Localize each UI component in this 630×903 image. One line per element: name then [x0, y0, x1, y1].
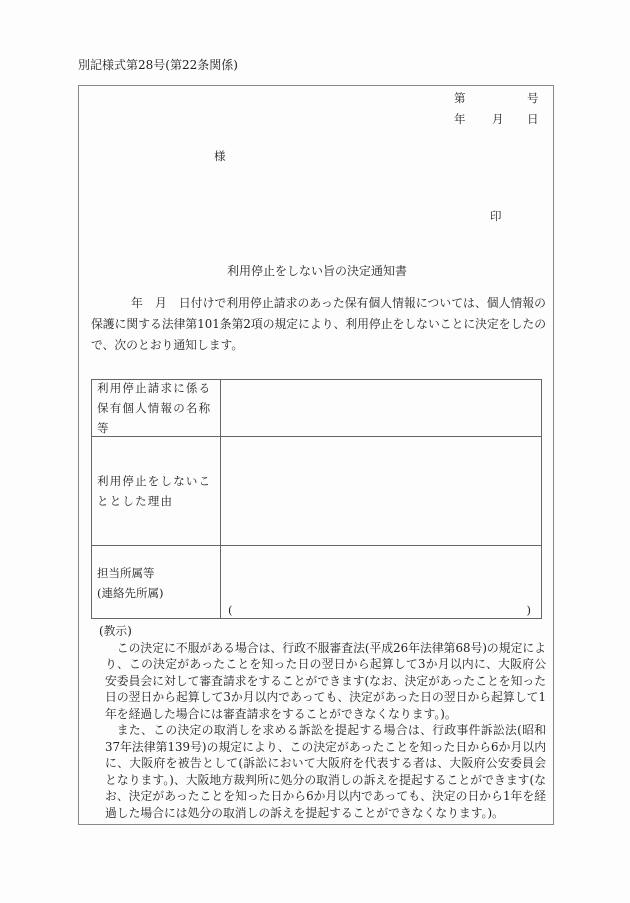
year-label: 年 [454, 112, 466, 126]
notice-heading: (教示) [99, 624, 132, 638]
notice-paragraph-1: この決定に不服がある場合は、行政不服審査法(平成26年法律第68号)の規定により、この決定があったことを知った日の翌日から起算して3か月以内に、大阪府公安委員会に対して審査請求をすることができます(なお、決定があったことを知った日の翌日から起算して3か月以内であっても、決定があった日の翌日から起算して1年を経過した場合には審査請求をすることができなくなります。)。 [105, 640, 546, 721]
date-year: 年 [131, 296, 143, 310]
notice-paragraph-2: また、この決定の取消しを求める訴訟を提起する場合は、行政事件訴訟法(昭和37年法律第139号)の規定により、この決定があったことを知った日から6か月以内に、大阪府を被告として(訴訟において大阪府を代表する者は、大阪府公安委員会となります。)、大阪地方裁判所に処分の取消しの訴えを提起することができます(なお、決定があったことを知った日から6か月以内であっても、決定の日から1年を経過した場合には処分の取消しの訴えを提起することができなくなります。)。 [105, 723, 546, 820]
row-label: 利用停止請求に係る保有個人情報の名称等 [92, 380, 221, 436]
seal-mark: 印 [490, 209, 502, 223]
number-prefix: 第 [454, 91, 466, 105]
row-label: 担当所属等 (連絡先所属) [92, 546, 221, 619]
row-label: 利用停止をしないこととした理由 [92, 437, 221, 545]
instruction-notice [91, 623, 546, 821]
table-row [92, 380, 541, 437]
date-month: 月 [154, 296, 167, 310]
day-label: 日 [527, 112, 539, 126]
addressee-suffix: 様 [214, 149, 226, 163]
row-value-field[interactable] [221, 437, 541, 545]
paren-close: ) [526, 603, 531, 617]
document-frame [78, 85, 554, 825]
body-text [91, 293, 546, 356]
table-row [92, 437, 541, 546]
info-table [91, 379, 542, 619]
table-row [92, 546, 541, 619]
body-paragraph: 日付けで利用停止請求のあった保有個人情報については、個人情報の保護に関する法律第101条第2項の規定により、利用停止をしないことに決定をしたので、次のとおり通知します。 [91, 296, 546, 352]
number-suffix: 号 [527, 91, 539, 105]
month-label: 月 [492, 112, 504, 126]
paren-open: ( [228, 603, 233, 617]
row-value-field[interactable] [221, 380, 541, 436]
document-title: 利用停止をしない旨の決定通知書 [226, 264, 407, 278]
row-value-field[interactable] [221, 546, 541, 619]
form-identifier: 別記様式第28号(第22条関係) [78, 58, 238, 72]
